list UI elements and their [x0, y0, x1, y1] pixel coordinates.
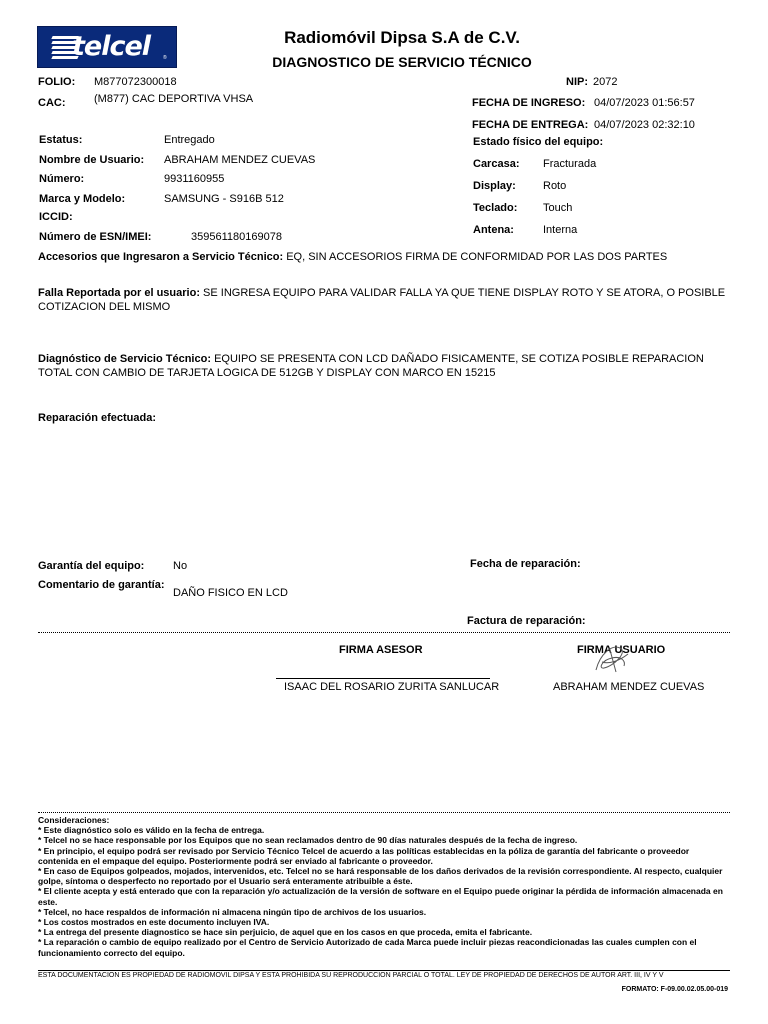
garantia-value: No	[173, 560, 188, 572]
antena-value: Interna	[543, 224, 578, 236]
display-label: Display:	[473, 180, 516, 192]
footer-divider	[38, 970, 730, 971]
consideraciones-block	[38, 815, 730, 958]
asesor-name: ISAAC DEL ROSARIO ZURITA SANLUCAR	[284, 681, 500, 693]
diagnostico-value: EQUIPO SE PRESENTA CON LCD DAÑADO FISICAMENTE, SE COTIZA POSIBLE REPARACION TOTAL CON CAMBIO DE TARJETA LOGICA DE 512GB Y DISPLAY CON MARCO EN 15215	[38, 353, 704, 379]
logo-mark: ®	[163, 55, 167, 61]
consideracion-item: * La entrega del presente diagnostico se hace sin perjuicio, de aquel que en los casos en que proceda, emita el fabricante.	[38, 927, 533, 938]
consideracion-item: * Los costos mostrados en este documento incluyen IVA.	[38, 917, 270, 928]
numero-label: Número:	[39, 173, 85, 185]
company-title: Radiomóvil Dipsa S.A de C.V.	[284, 28, 520, 47]
marca-value: SAMSUNG - S916B 512	[164, 193, 284, 205]
consideracion-item: * El cliente acepta y está enterado que con la reparación y/o actualización de la versión de software en el Equipo puede originar la pérdida de información almacenada en este.	[38, 886, 723, 907]
fecha-ingreso-value: 04/07/2023 01:56:57	[594, 97, 695, 109]
section-divider	[38, 632, 730, 633]
diagnostico-row	[38, 352, 728, 380]
estado-fisico-title: Estado físico del equipo:	[473, 136, 604, 148]
usuario-value: ABRAHAM MENDEZ CUEVAS	[164, 154, 316, 166]
accesorios-label: Accesorios que Ingresaron a Servicio Técnico:	[38, 251, 284, 263]
consideraciones-title: Consideraciones:	[38, 815, 110, 825]
falla-label: Falla Reportada por el usuario:	[38, 287, 200, 299]
logo-text: telcel	[72, 31, 151, 62]
iccid-label: ICCID:	[39, 211, 73, 223]
firma-usuario-label: FIRMA USUARIO	[577, 644, 666, 656]
falla-row	[38, 286, 728, 314]
accesorios-value: EQ, SIN ACCESORIOS FIRMA DE CONFORMIDAD POR LAS DOS PARTES	[286, 251, 668, 263]
signature-scribble-icon	[590, 640, 634, 676]
teclado-value: Touch	[543, 202, 573, 214]
teclado-label: Teclado:	[473, 202, 518, 214]
nip-label: NIP:	[566, 76, 588, 88]
formato-code: FORMATO: F-09.00.02.05.00-019	[621, 986, 728, 993]
display-value: Roto	[543, 180, 567, 192]
marca-label: Marca y Modelo:	[39, 193, 126, 205]
consideracion-item: * Este diagnóstico solo es válido en la fecha de entrega.	[38, 825, 265, 836]
carcasa-value: Fracturada	[543, 158, 597, 170]
firma-asesor-label: FIRMA ASESOR	[339, 644, 423, 656]
carcasa-label: Carcasa:	[473, 158, 520, 170]
falla-value: SE INGRESA EQUIPO PARA VALIDAR FALLA YA QUE TIENE DISPLAY ROTO Y SE ATORA, O POSIBLE COTIZACION DEL MISMO	[38, 287, 726, 313]
cac-label: CAC:	[38, 97, 66, 109]
reparacion-label: Reparación efectuada:	[38, 412, 156, 424]
folio-value: M877072300018	[94, 76, 177, 88]
usuario-name: ABRAHAM MENDEZ CUEVAS	[553, 681, 705, 693]
consideracion-item: * Telcel, no hace respaldos de información ni almacena ningún tipo de archivos de los usuarios.	[38, 906, 427, 917]
diagnostico-label: Diagnóstico de Servicio Técnico:	[38, 353, 211, 365]
numero-value: 9931160955	[164, 173, 225, 185]
nip-value: 2072	[593, 76, 618, 88]
asesor-signature-line	[276, 678, 490, 679]
fecha-reparacion-label: Fecha de reparación:	[470, 558, 581, 570]
consideraciones-divider	[38, 812, 730, 813]
factura-reparacion-label: Factura de reparación:	[467, 615, 586, 627]
fecha-entrega-value: 04/07/2023 02:32:10	[594, 119, 695, 131]
cac-value: (M877) CAC DEPORTIVA VHSA	[94, 93, 254, 105]
fecha-entrega-label: FECHA DE ENTREGA:	[472, 119, 589, 131]
imei-value: 359561180169078	[191, 231, 282, 243]
imei-label: Número de ESN/IMEI:	[39, 231, 152, 243]
folio-label: FOLIO:	[38, 76, 76, 88]
accesorios-row	[38, 250, 728, 264]
consideracion-item: * La reparación o cambio de equipo realizado por el Centro de Servicio Autorizado de cada Marca puede incluir piezas reacondicionadas las cuales cumplen con el funcionamiento correcto del equipo.	[38, 937, 697, 958]
document-title: DIAGNOSTICO DE SERVICIO TÉCNICO	[272, 54, 532, 70]
estatus-label: Estatus:	[39, 134, 83, 146]
consideracion-item: * Telcel no se hace responsable por los Equipos que no sean reclamados dentro de 90 días naturales después de la fecha de ingreso.	[38, 835, 578, 846]
estatus-value: Entregado	[164, 134, 215, 146]
comentario-garantia-value: DAÑO FISICO EN LCD	[173, 587, 288, 599]
garantia-label: Garantía del equipo:	[38, 560, 145, 572]
usuario-label: Nombre de Usuario:	[39, 154, 145, 166]
footer-legal: ESTA DOCUMENTACION ES PROPIEDAD DE RADIOMOVIL DIPSA Y ESTA PROHIBIDA SU REPRODUCCION PARCIAL O TOTAL. LEY DE PROPIEDAD DE DERECHOS DE AUTOR ART. III, IV Y V	[38, 972, 664, 979]
consideracion-item: * En caso de Equipos golpeados, mojados, intervenidos, etc. Telcel no se hará responsable de los daños derivados de la revisión correspondiente. Al respecto, cualquier golpe, síntoma o desperfecto no reportado por el Usuario será enteramente atribuible a éste.	[38, 866, 723, 887]
fecha-ingreso-label: FECHA DE INGRESO:	[472, 97, 586, 109]
antena-label: Antena:	[473, 224, 514, 236]
comentario-garantia-label: Comentario de garantía:	[38, 579, 165, 591]
consideracion-item: * En principio, el equipo podrá ser revisado por Servicio Técnico Telcel de acuerdo a las políticas establecidas en la póliza de garantía del fabricante o proveedor contenida en el empaque del equipo. Posteriormente podrá ser enviado al fabricante o proveedor.	[38, 845, 690, 866]
